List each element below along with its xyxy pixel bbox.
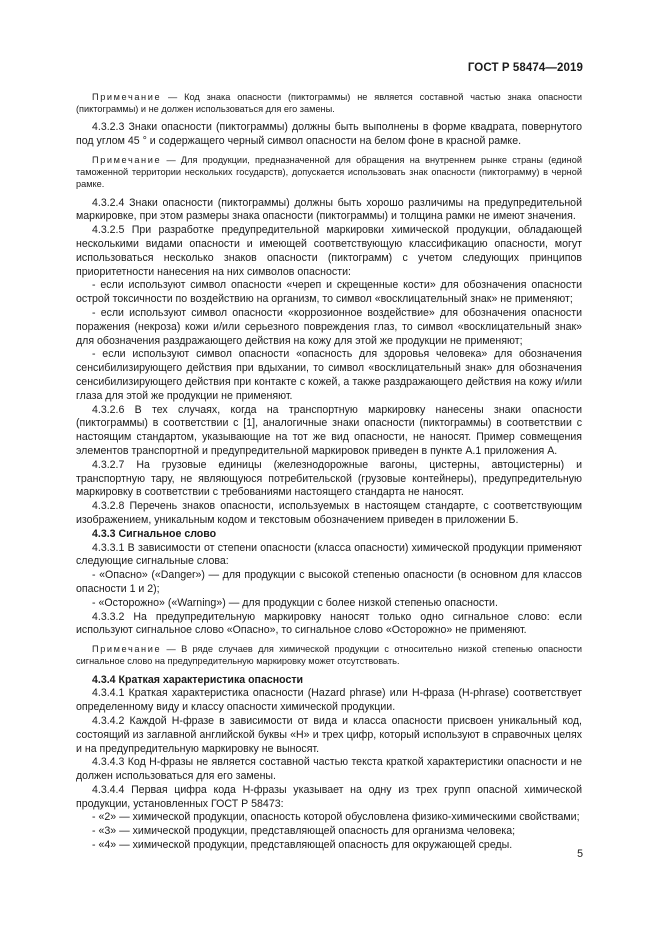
list-item: - «Опасно» («Danger») — для продукции с высокой степенью опасности (в основном для классов опасности 1 и 2); bbox=[76, 569, 582, 595]
list-item: - «3» — химической продукции, представляющей опасность для организма человека; bbox=[92, 825, 516, 838]
note-label: Примечание bbox=[92, 155, 162, 165]
note-label: Примечание bbox=[92, 644, 162, 655]
note-label: Примечание bbox=[92, 92, 162, 102]
paragraph-4-3-2-8: 4.3.2.8 Перечень знаков опасности, используемых в настоящем стандарте, с соответствующим изображением, уникальным кодом и текстовым обозначением приведен в приложении Б. bbox=[76, 500, 582, 526]
paragraph-4-3-2-7: 4.3.2.7 На грузовые единицы (железнодорожные вагоны, цистерны, автоцистерны) и транспортную тару, не являющуюся потребительской (грузовые контейнеры), предупредительную маркировку в соответствии с требованиями настоящего стандарта не наносят. bbox=[76, 458, 582, 499]
note-text: — Код знака опасности (пиктограммы) не является составной частью знака опасности (пиктограммы) и не должен использоваться для его замены. bbox=[76, 92, 582, 115]
list-item: - «2» — химической продукции, опасность которой обусловлена физико-химическими свойствами; bbox=[92, 811, 580, 824]
paragraph-4-3-4-2: 4.3.4.2 Каждой H-фразе в зависимости от вида и класса опасности присвоен уникальный код, состоящий из заглавной английской буквы «H» и трех цифр, который используют в справочных целях и на предупредительную маркировку не выносят. bbox=[76, 714, 582, 755]
paragraph-4-3-2-3: 4.3.2.3 Знаки опасности (пиктограммы) должны быть выполнены в форме квадрата, повернутого под углом 45 ° и содержащего черный символ опасности на белом фоне в красной рамке. bbox=[76, 121, 582, 148]
paragraph-4-3-4-4: 4.3.4.4 Первая цифра кода H-фразы указывает на одну из трех групп опасной химической продукции, установленных ГОСТ Р 58473: bbox=[76, 783, 582, 810]
paragraph-4-3-2-6: 4.3.2.6 В тех случаях, когда на транспортную маркировку нанесены знаки опасности (пиктограммы) в соответствии с [1], аналогичные знаки опасности (пиктограммы) в соответствии с настоящим стандартом, указывающие на тот же вид опасности, не наносят. Пример совмещения элементов транспортной и предупредительной маркировок приведен в пункте А.1 приложения А. bbox=[76, 403, 582, 457]
paragraph-4-3-2-4: 4.3.2.4 Знаки опасности (пиктограммы) должны быть хорошо различимы на предупредительной маркировке, при этом размеры знака опасности (пиктограммы) и толщина рамки не имеют значения. bbox=[76, 196, 582, 223]
paragraph-4-3-3-1: 4.3.3.1 В зависимости от степени опасности (класса опасности) химической продукции применяют следующие сигнальные слова: bbox=[76, 541, 582, 568]
list-item: - «Осторожно» («Warning») — для продукции с более низкой степенью опасности. bbox=[92, 596, 498, 609]
note-1 bbox=[76, 91, 582, 115]
paragraph-4-3-4-1: 4.3.4.1 Краткая характеристика опасности (Hazard phrase) или H-фраза (H-phrase) соответствует определенному виду и классу опасности химической продукции. bbox=[76, 687, 582, 714]
note-text: — В ряде случаев для химической продукции с относительно низкой степенью опасности сигнальное слово на предупредительную маркировку может отсутствовать. bbox=[76, 644, 582, 667]
section-heading-4-3-4: 4.3.4 Краткая характеристика опасности bbox=[92, 673, 304, 686]
list-item: - «4» — химической продукции, представляющей опасность для окружающей среды. bbox=[92, 839, 513, 852]
list-item: - если используют символ опасности «череп и скрещенные кости» для обозначения опасности острой токсичности по воздействию на организм, то символ «восклицательный знак» не применяют; bbox=[76, 279, 582, 306]
list-item: - если используют символ опасности «опасность для здоровья человека» для обозначения сенсибилизирующего действия при вдыхании, то символ «восклицательный знак» для обозначения сенсибилизирующего действия при контакте с кожей, а также раздражающего действия на кожу и/или глаза для этой же продукции не применяют. bbox=[76, 348, 582, 402]
note-2 bbox=[76, 154, 582, 191]
paragraph-4-3-2-5: 4.3.2.5 При разработке предупредительной маркировки химической продукции, обладающей несколькими видами опасности и имеющей соответствующую классификацию опасности, могут использоваться несколько знаков опасности (пиктограмм) с учетом следующих принципов приоритетности нанесения на них символов опасности: bbox=[76, 224, 582, 278]
note-3 bbox=[76, 643, 582, 667]
document-code-header: ГОСТ Р 58474—2019 bbox=[467, 62, 583, 74]
paragraph-4-3-4-3: 4.3.4.3 Код H-фразы не является составной частью текста краткой характеристики опасности и не должен использоваться для его замены. bbox=[76, 756, 582, 783]
list-item: - если используют символ опасности «коррозионное воздействие» для обозначения опасности поражения (некроза) кожи и/или серьезного повреждения глаз, то символ «восклицательный знак» для обозначения раздражающего действия на кожу для этой же продукции не применяют; bbox=[76, 306, 582, 347]
paragraph-4-3-3-2: 4.3.3.2 На предупредительную маркировку наносят только одно сигнальное слово: если используют сигнальное слово «Опасно», то сигнальное слово «Осторожно» не применяют. bbox=[76, 610, 582, 637]
document-body bbox=[76, 91, 582, 853]
note-text: — Для продукции, предназначенной для обращения на внутреннем рынке страны (единой таможенной территории нескольких государств), допускается использовать знак опасности (пиктограмму) в черной рамке. bbox=[76, 155, 582, 190]
page-number: 5 bbox=[577, 848, 583, 860]
section-heading-4-3-3: 4.3.3 Сигнальное слово bbox=[92, 527, 217, 540]
